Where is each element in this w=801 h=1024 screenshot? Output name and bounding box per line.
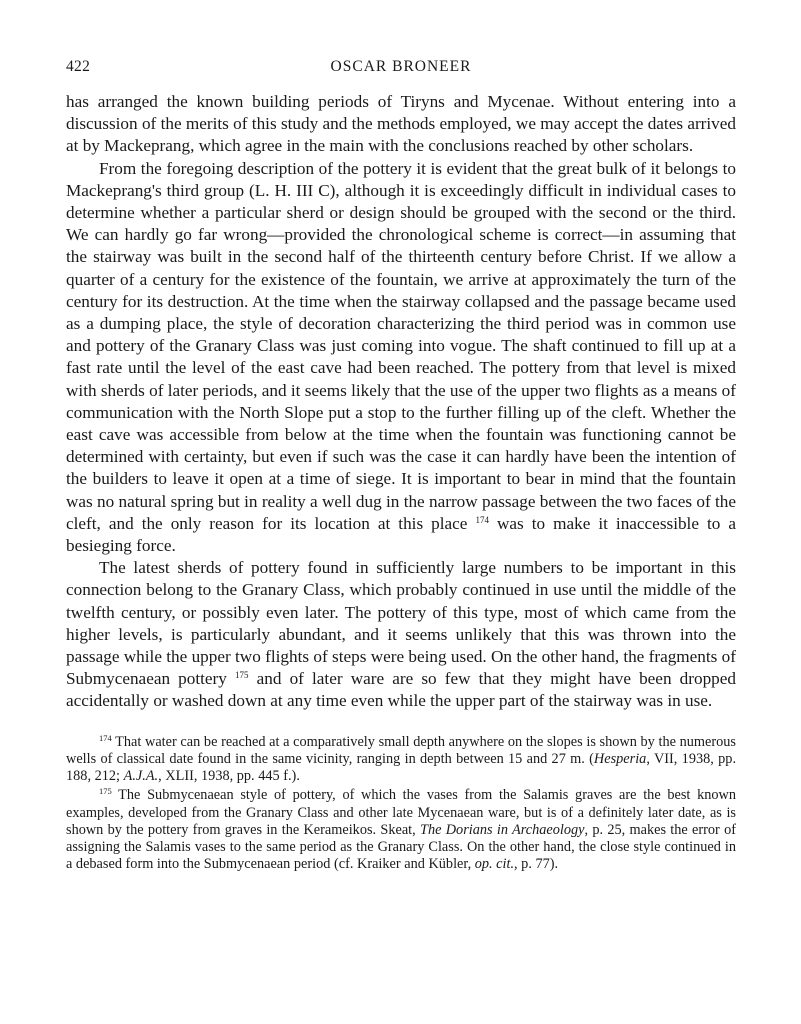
document-page [66, 58, 736, 875]
body-text [66, 91, 736, 713]
footnote-citation-italic: The Dorians in Archaeology [420, 821, 585, 838]
footnote-text: That water can be reached at a comparatively small depth anywhere on the slopes is shown by the numerous wells of classical date found in the same vicinity, ranging in depth between 15 and 27 m. ( [66, 733, 736, 767]
footnote-174 [66, 734, 736, 786]
footnote-175 [66, 787, 736, 873]
paragraph-2-text: From the foregoing description of the pottery it is evident that the great bulk of it belongs to Mackeprang's third group (L. H. III C), although it is exceedingly difficult in individual cases to determine whether a particular sherd or design should be grouped with the second or the third. We can hardly go far wrong—provided the chronological scheme is correct—in assuming that the stairway was built in the second half of the thirteenth century before Christ. If we allow a quarter of a century for the existence of the fountain, we arrive at approximately the turn of the century for its destruction. At the time when the stairway collapsed and the passage became used as a dumping place, the style of decoration characterizing the third period was in common use and pottery of the Granary Class was just coming into vogue. The shaft continued to fill up at a fast rate until the level of the east cave had been reached. The pottery from that level is mixed with sherds of later periods, and it seems likely that the use of the upper two flights as a means of communication with the North Slope put a stop to the further filling up of the cleft. Whether the east cave was accessible from below at the time when the fountain was functioning cannot be determined with certainty, but even if such was the case it can hardly have been the intention of the builders to leave it open at a time of siege. It is important to bear in mind that the fountain was no natural spring but in reality a well dug in the narrow passage between the two faces of the cleft, and the only reason for its location at this place [66, 158, 736, 533]
footnote-citation-italic: op. cit. [474, 856, 515, 873]
footnote-citation-italic: A.J.A. [123, 768, 159, 785]
footnote-marker: 175 [99, 786, 112, 797]
footnote-ref-175[interactable]: 175 [235, 670, 249, 681]
footnote-text: , p. 25, makes the error of assigning the Salamis vases to the same period as the Granary Class. On the other hand, the close style continued in a debased form into the Submycenaean period (cf. Kraiker and Kübler, [66, 821, 736, 873]
footnotes [66, 734, 736, 874]
paragraph-3 [66, 557, 736, 712]
footnote-text: The Submycenaean style of pottery, of which the vases from the Salamis graves are the best known examples, developed from the Granary Class and other late Mycenaean ware, but is of a definitely later date, as is shown by the pottery from graves in the Kerameikos. Skeat, [66, 787, 736, 838]
footnote-text: , VII, 1938, pp. 188, 212; [66, 750, 737, 785]
footnote-text: , p. 77). [514, 856, 559, 873]
running-head: OSCAR BRONEER [330, 58, 472, 75]
footnote-ref-174[interactable]: 174 [475, 514, 489, 525]
paragraph-2-text-end: was to make it inaccessible to a besieging force. [66, 513, 737, 556]
footnote-text: , XLII, 1938, pp. 445 f.). [158, 768, 300, 785]
footnote-marker: 174 [99, 732, 112, 743]
paragraph-2 [66, 158, 736, 558]
page-header [66, 58, 736, 82]
paragraph-1: has arranged the known building periods of Tiryns and Mycenae. Without entering into a discussion of the merits of this study and the methods employed, we may accept the dates arrived at by Mackeprang, which agree in the main with the conclusions reached by other scholars. [66, 92, 736, 156]
paragraph-3-text-end: and of later ware are so few that they might have been dropped accidentally or washed down at any time even while the upper part of the stairway was in use. [66, 669, 736, 711]
paragraph-3-text: The latest sherds of pottery found in sufficiently large numbers to be important in this connection belong to the Granary Class, which probably continued in use until the middle of the twelfth century, or possibly even later. The pottery of this type, most of which came from the higher levels, is particularly abundant, and it seems unlikely that this was thrown into the passage while the upper two flights of steps were being used. On the other hand, the fragments of Submycenaean pottery [66, 558, 736, 689]
page-number: 422 [66, 58, 91, 75]
footnote-citation-italic: Hesperia [593, 750, 647, 767]
